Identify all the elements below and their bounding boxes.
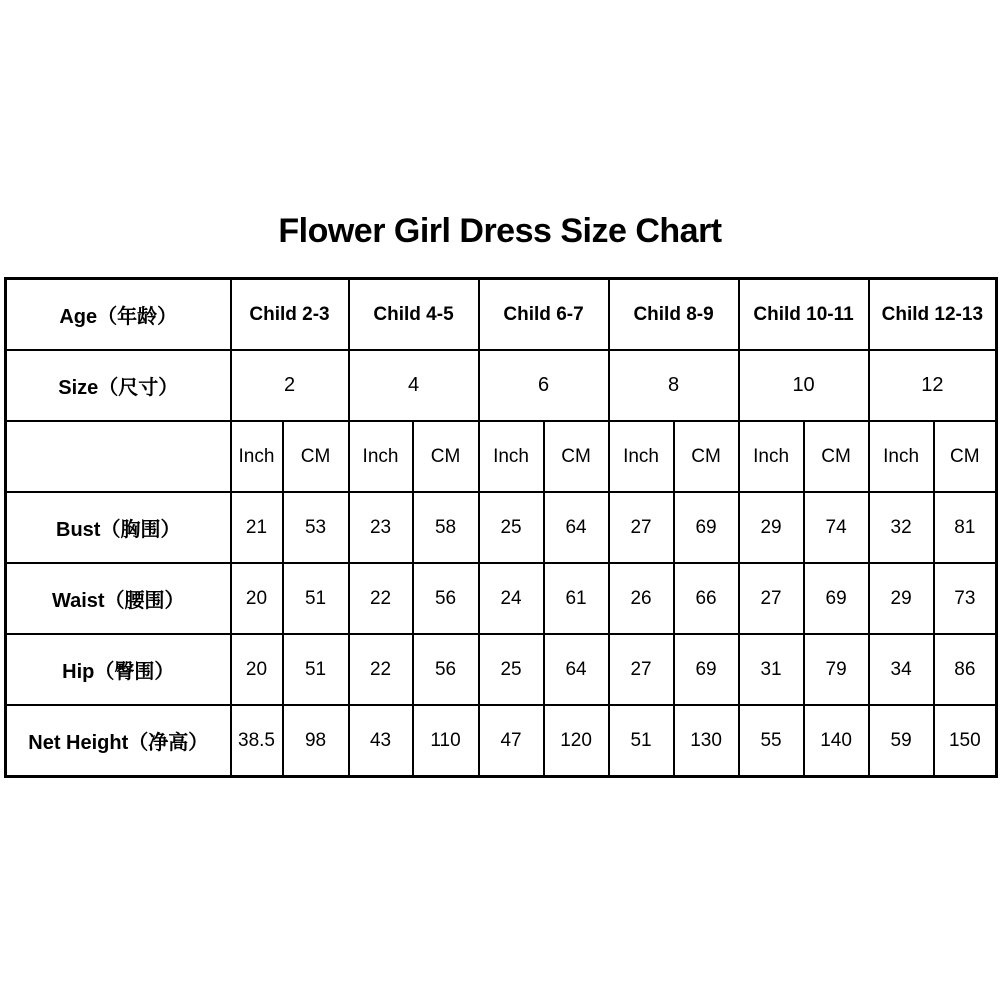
size-value: 10 — [739, 350, 869, 421]
measurement-row — [6, 492, 997, 563]
measurement-value: 25 — [479, 634, 544, 705]
measurement-value: 27 — [609, 634, 674, 705]
unit-cm-header: CM — [934, 421, 997, 492]
measurement-value: 130 — [674, 705, 739, 777]
measurement-value: 34 — [869, 634, 934, 705]
size-value: 2 — [231, 350, 349, 421]
measurement-value: 51 — [283, 563, 349, 634]
measurement-value: 25 — [479, 492, 544, 563]
unit-inch-header: Inch — [231, 421, 283, 492]
measurement-value: 53 — [283, 492, 349, 563]
measurement-value: 69 — [674, 492, 739, 563]
unit-inch-header: Inch — [869, 421, 934, 492]
size-chart-table — [4, 277, 998, 778]
unit-cm-header: CM — [413, 421, 479, 492]
measurement-value: 43 — [349, 705, 413, 777]
age-column-header: Child 6-7 — [479, 279, 609, 351]
measurement-label: Net Height（净高） — [6, 705, 231, 777]
age-row — [6, 279, 997, 351]
age-column-header: Child 12-13 — [869, 279, 997, 351]
units-row-empty-label — [6, 421, 231, 492]
measurement-value: 21 — [231, 492, 283, 563]
measurement-value: 58 — [413, 492, 479, 563]
measurement-value: 26 — [609, 563, 674, 634]
measurement-value: 66 — [674, 563, 739, 634]
measurement-value: 29 — [869, 563, 934, 634]
measurement-value: 61 — [544, 563, 609, 634]
unit-inch-header: Inch — [349, 421, 413, 492]
measurement-value: 79 — [804, 634, 869, 705]
measurement-value: 110 — [413, 705, 479, 777]
measurement-value: 56 — [413, 563, 479, 634]
measurement-label: Waist（腰围） — [6, 563, 231, 634]
chart-title: Flower Girl Dress Size Chart — [278, 212, 722, 250]
age-column-header: Child 10-11 — [739, 279, 869, 351]
measurement-value: 74 — [804, 492, 869, 563]
measurement-value: 86 — [934, 634, 997, 705]
measurement-value: 56 — [413, 634, 479, 705]
measurement-value: 47 — [479, 705, 544, 777]
measurement-value: 22 — [349, 634, 413, 705]
age-column-header: Child 8-9 — [609, 279, 739, 351]
size-value: 4 — [349, 350, 479, 421]
measurement-row — [6, 634, 997, 705]
measurement-value: 81 — [934, 492, 997, 563]
measurement-value: 20 — [231, 634, 283, 705]
measurement-value: 98 — [283, 705, 349, 777]
measurement-label: Bust（胸围） — [6, 492, 231, 563]
unit-cm-header: CM — [283, 421, 349, 492]
measurement-row — [6, 563, 997, 634]
measurement-value: 29 — [739, 492, 804, 563]
measurement-value: 27 — [739, 563, 804, 634]
measurement-value: 38.5 — [231, 705, 283, 777]
size-row — [6, 350, 997, 421]
measurement-row — [6, 705, 997, 777]
unit-inch-header: Inch — [479, 421, 544, 492]
measurement-value: 64 — [544, 634, 609, 705]
measurement-value: 24 — [479, 563, 544, 634]
measurement-label: Hip（臀围） — [6, 634, 231, 705]
unit-cm-header: CM — [804, 421, 869, 492]
measurement-value: 150 — [934, 705, 997, 777]
measurement-value: 20 — [231, 563, 283, 634]
unit-inch-header: Inch — [609, 421, 674, 492]
measurement-value: 73 — [934, 563, 997, 634]
measurement-value: 69 — [804, 563, 869, 634]
measurement-value: 32 — [869, 492, 934, 563]
size-label: Size（尺寸） — [6, 350, 231, 421]
unit-cm-header: CM — [674, 421, 739, 492]
measurement-value: 23 — [349, 492, 413, 563]
units-row — [6, 421, 997, 492]
measurement-value: 27 — [609, 492, 674, 563]
measurement-value: 31 — [739, 634, 804, 705]
age-label: Age（年龄） — [6, 279, 231, 351]
age-column-header: Child 4-5 — [349, 279, 479, 351]
measurement-value: 140 — [804, 705, 869, 777]
measurement-value: 55 — [739, 705, 804, 777]
measurement-value: 22 — [349, 563, 413, 634]
unit-cm-header: CM — [544, 421, 609, 492]
size-value: 6 — [479, 350, 609, 421]
size-value: 8 — [609, 350, 739, 421]
measurement-value: 69 — [674, 634, 739, 705]
measurement-value: 51 — [283, 634, 349, 705]
size-value: 12 — [869, 350, 997, 421]
measurement-value: 51 — [609, 705, 674, 777]
measurement-value: 59 — [869, 705, 934, 777]
unit-inch-header: Inch — [739, 421, 804, 492]
measurement-value: 120 — [544, 705, 609, 777]
age-column-header: Child 2-3 — [231, 279, 349, 351]
measurement-value: 64 — [544, 492, 609, 563]
